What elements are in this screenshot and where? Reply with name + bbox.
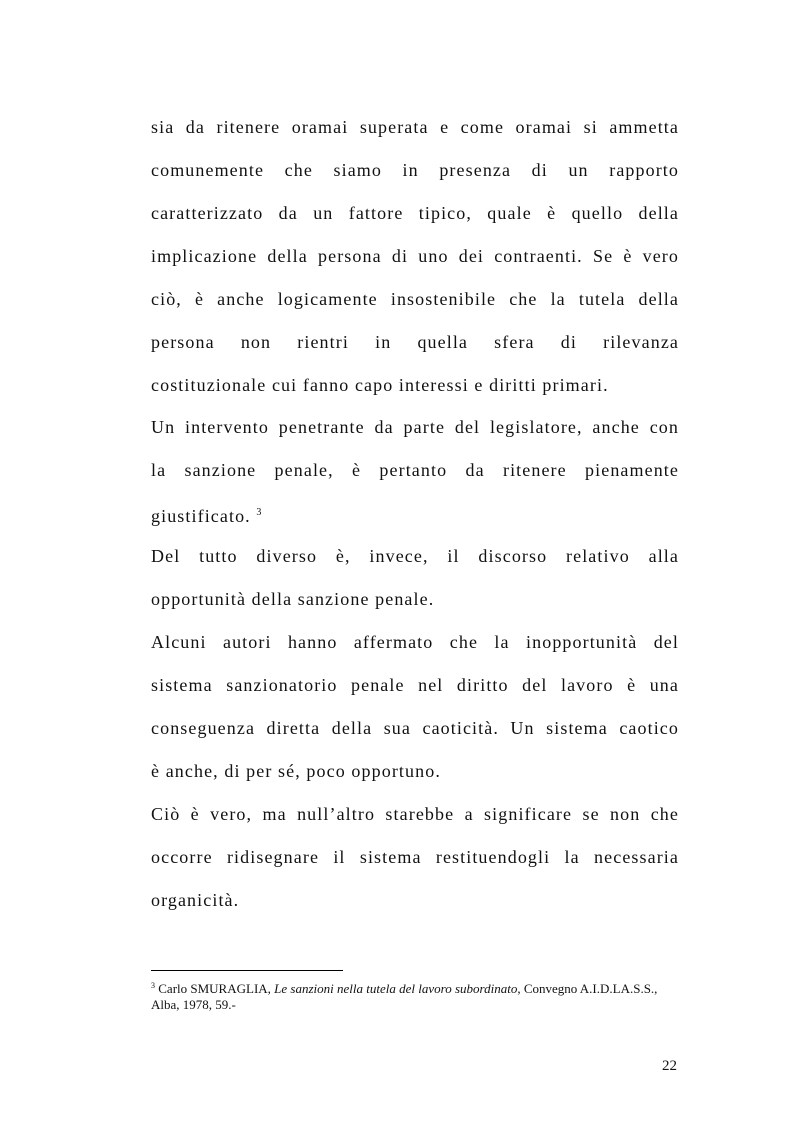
text-line: Alcuni autori hanno affermato che la inopportunità del (151, 632, 679, 652)
footnote-author: Carlo SMURAGLIA, (158, 981, 275, 996)
text-line: ciò, è anche logicamente insostenibile che la tutela della (151, 289, 679, 309)
text-line: caratterizzato da un fattore tipico, quale è quello della (151, 203, 679, 223)
footnote-separator (151, 970, 343, 971)
text-line: conseguenza diretta della sua caoticità. Un sistema caotico (151, 718, 679, 738)
text-line: la sanzione penale, è pertanto da ritenere pienamente (151, 460, 679, 480)
text-line: sia da ritenere oramai superata e come oramai si ammetta (151, 117, 679, 137)
text-line: è anche, di per sé, poco opportuno. (151, 761, 441, 781)
footnote-reference[interactable]: 3 (256, 507, 262, 518)
text-line: organicità. (151, 890, 240, 910)
footnote (151, 978, 680, 1013)
text-line: occorre ridisegnare il sistema restituendogli la necessaria (151, 847, 679, 867)
footnote-title: Le sanzioni nella tutela del lavoro subordinato (274, 981, 518, 996)
text-line: implicazione della persona di uno dei contraenti. Se è vero (151, 246, 679, 266)
text-line: costituzionale cui fanno capo interessi e diritti primari. (151, 375, 609, 395)
text-line: persona non rientri in quella sfera di rilevanza (151, 332, 679, 352)
text-line-with-footnote (151, 502, 679, 527)
text-line: sistema sanzionatorio penale nel diritto del lavoro è una (151, 675, 679, 695)
footnote-marker: 3 (151, 981, 155, 990)
text-line: Del tutto diverso è, invece, il discorso relativo alla (151, 546, 679, 566)
text-line: comunemente che siamo in presenza di un rapporto (151, 160, 679, 180)
footnote-details-line2: Alba, 1978, 59.- (151, 997, 236, 1012)
text-fragment: giustificato. (151, 506, 257, 526)
text-line: opportunità della sanzione penale. (151, 589, 435, 609)
page-number: 22 (662, 1058, 677, 1074)
text-line: Un intervento penetrante da parte del legislatore, anche con (151, 417, 679, 437)
footnote-details: , Convegno A.I.D.LA.S.S., (517, 981, 658, 996)
text-line: Ciò è vero, ma null’altro starebbe a significare se non che (151, 804, 679, 824)
